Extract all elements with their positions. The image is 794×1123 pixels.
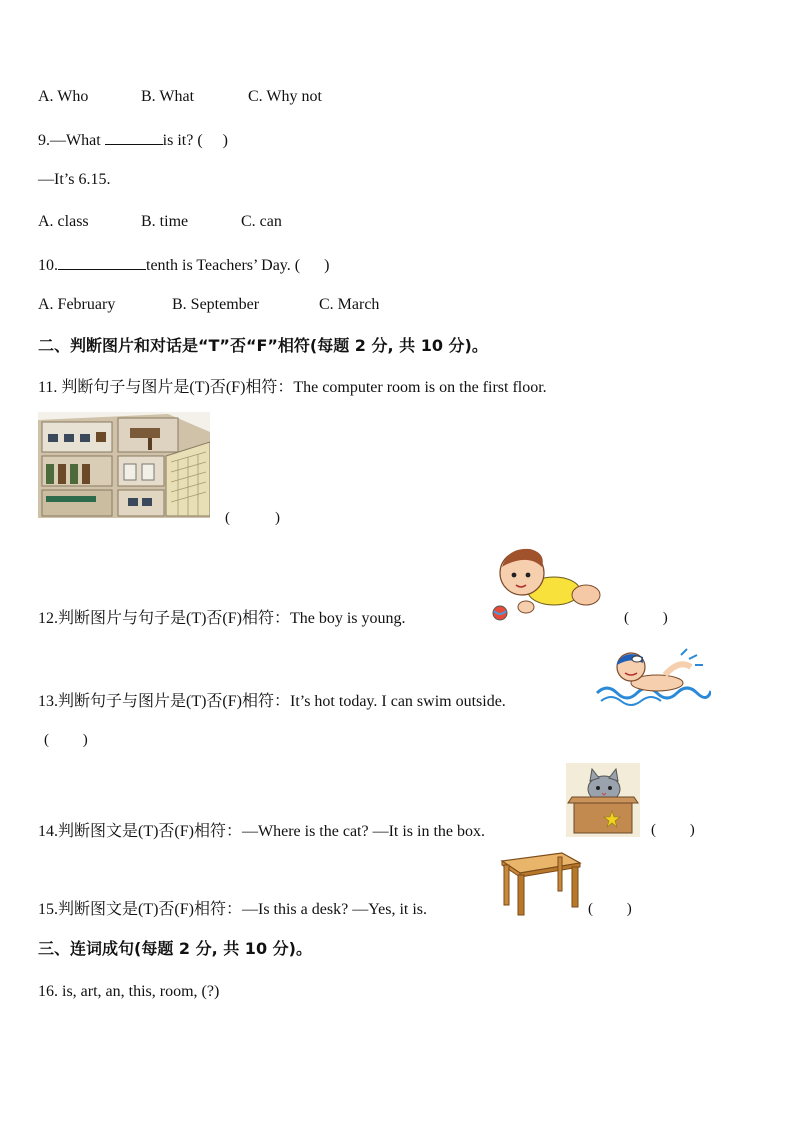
q11-answer-paren[interactable]: ( ) [225,510,280,526]
q12-text: 12.判断图片与句子是(T)否(F)相符：The boy is young. [38,610,406,627]
crawling-baby-image [486,545,606,625]
table-desk-image [498,851,582,917]
q14-text: 14.判断图文是(T)否(F)相符：—Where is the cat? —It is in the box. [38,823,486,840]
q9-answer: —It’s 6.15. [38,171,111,188]
q10-option-a: A. February [38,296,116,313]
q13-text: 13.判断句子与图片是(T)否(F)相符：It’s hot today. I can swim outside. [38,693,506,710]
swimming-boy-image [595,645,711,707]
q14-answer-paren[interactable]: ( ) [651,822,695,838]
q10-blank[interactable] [58,254,146,270]
q9-blank[interactable] [105,129,163,145]
q8-option-c: C. Why not [248,88,322,105]
q8-option-a: A. Who [38,88,89,105]
q15-answer-paren[interactable]: ( ) [588,901,632,917]
q9-option-b: B. time [141,213,189,230]
q9-option-c: C. can [241,213,282,230]
section-2-title: 二、判断图片和对话是“T”否“F”相符(每题 2 分, 共 10 分)。 [38,336,488,355]
q11-text: 11. 判断句子与图片是(T)否(F)相符：The computer room is on the first floor. [38,379,547,396]
computer-room-building-image [38,412,210,518]
q15-text: 15.判断图文是(T)否(F)相符：—Is this a desk? —Yes, it is. [38,901,428,918]
q9-prefix: 9.—What [38,132,105,149]
q10-suffix: tenth is Teachers’ Day. ( ) [146,257,330,274]
q10-option-c: C. March [319,296,380,313]
q12-answer-paren[interactable]: ( ) [624,610,668,626]
q13-answer-paren[interactable]: ( ) [44,732,88,748]
q10-number: 10. [38,257,58,274]
q10-option-b: B. September [172,296,260,313]
q9-option-a: A. class [38,213,89,230]
q9-question [38,129,228,151]
q8-option-b: B. What [141,88,195,105]
q10-question [38,254,329,276]
q16-text: 16. is, art, an, this, room, (?) [38,983,220,1000]
q9-suffix: is it? ( ) [162,132,228,149]
cat-in-box-image [566,763,640,837]
section-3-title: 三、连词成句(每题 2 分, 共 10 分)。 [38,939,312,958]
